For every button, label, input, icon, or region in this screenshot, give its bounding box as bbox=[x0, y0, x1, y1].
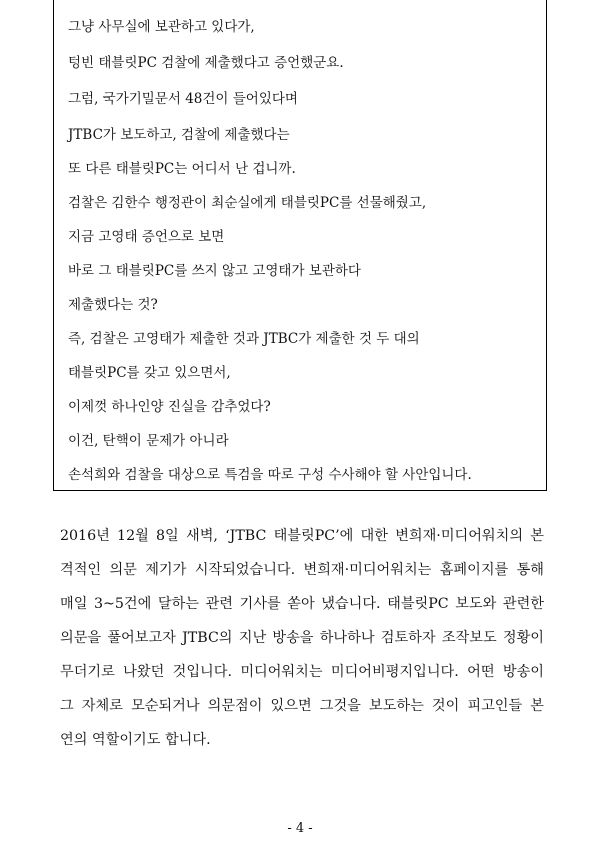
quote-line: 검찰은 김한수 행정관이 최순실에게 태블릿PC를 선물해줬고, bbox=[68, 195, 427, 211]
body-line: 연의 역할이기도 합니다. bbox=[60, 732, 211, 748]
quote-line: 이제껏 하나인양 진실을 감추었다? bbox=[68, 399, 271, 415]
body-line: 그 자체로 모순되거나 의문점이 있으면 그것을 보도하는 것이 피고인들 본 bbox=[60, 698, 544, 714]
quote-line: 그럼, 국가기밀문서 48건이 들어있다며 bbox=[68, 91, 298, 107]
quote-line: 이건, 탄핵이 문제가 아니라 bbox=[68, 433, 229, 449]
body-line: 무더기로 나왔던 것입니다. 미디어워치는 미디어비평지입니다. 어떤 방송이 bbox=[60, 664, 544, 680]
quote-line: 지금 고영태 증언으로 보면 bbox=[68, 229, 225, 245]
page-number: - 4 - bbox=[287, 821, 313, 836]
quote-line: 손석희와 검찰을 대상으로 특검을 따로 구성 수사해야 할 사안입니다. bbox=[68, 467, 472, 483]
body-line: 2016년 12월 8일 새벽, ‘JTBC 태블릿PC’에 대한 변희재·미디어워치의 본 bbox=[60, 528, 544, 544]
quote-line: 또 다른 태블릿PC는 어디서 난 겁니까. bbox=[68, 161, 296, 177]
quote-line: 태블릿PC를 갖고 있으면서, bbox=[68, 365, 231, 381]
quote-line: 텅빈 태블릿PC 검찰에 제출했다고 증언했군요. bbox=[68, 55, 344, 71]
quote-line: 그냥 사무실에 보관하고 있다가, bbox=[68, 19, 255, 35]
quote-line: 제출했다는 것? bbox=[68, 297, 158, 313]
body-paragraph bbox=[60, 519, 544, 757]
quote-line: 바로 그 태블릿PC를 쓰지 않고 고영태가 보관하다 bbox=[68, 263, 361, 279]
quote-line: 즉, 검찰은 고영태가 제출한 것과 JTBC가 제출한 것 두 대의 bbox=[68, 331, 420, 347]
quote-line: JTBC가 보도하고, 검찰에 제출했다는 bbox=[68, 127, 290, 143]
body-line: 격적인 의문 제기가 시작되었습니다. 변희재·미디어워치는 홈페이지를 통해 bbox=[60, 562, 544, 578]
body-line: 의문을 풀어보고자 JTBC의 지난 방송을 하나하나 검토하자 조작보도 정황이 bbox=[60, 630, 544, 646]
body-line: 매일 3~5건에 달하는 관련 기사를 쏟아 냈습니다. 태블릿PC 보도와 관련한 bbox=[60, 596, 544, 612]
quote-box bbox=[53, 0, 547, 491]
